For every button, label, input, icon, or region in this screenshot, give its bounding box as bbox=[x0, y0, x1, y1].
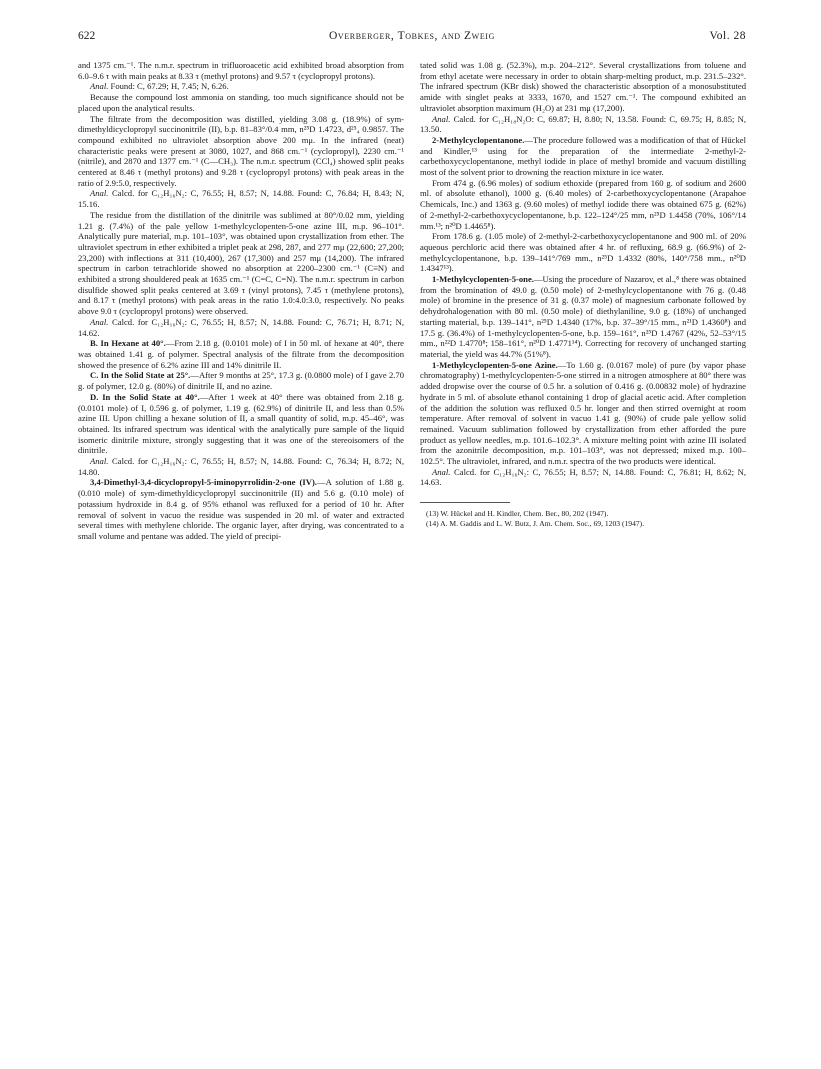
analysis-paragraph bbox=[78, 317, 404, 338]
section-paragraph bbox=[78, 338, 404, 370]
paragraph-text: Calcd. for C₁₂H₁₆N₂: C, 76.55; H, 8.57; N, 14.88. Found: C, 76.34; H, 8.72; N, 14.80. bbox=[78, 456, 404, 477]
paragraph-text: Found: C, 67.29; H, 7.45; N, 6.26. bbox=[108, 81, 229, 92]
page-number: 622 bbox=[78, 30, 96, 42]
analysis-paragraph bbox=[420, 467, 746, 488]
analysis-paragraph bbox=[78, 456, 404, 477]
paragraph-text: From 474 g. (6.96 moles) of sodium ethoxide (prepared from 160 g. of sodium and 2600 ml. of absolute ethanol), 1000 g. (6.40 moles) of 2-carbethoxycyclopentanone (Arapahoe Chemicals, Inc.) and 1363 g. (9.60 moles) of methyl iodide there was obtained 675 g. (62%) of 2-methyl-2-carbethoxycyclopentanone, b.p. 122–124°/25 mm, n²⁵D 1.4458 (70%, 106°/14 mm.¹³; n²⁰D 1.4465⁸). bbox=[420, 177, 746, 231]
section-paragraph bbox=[78, 477, 404, 541]
body-paragraph bbox=[78, 114, 404, 189]
analysis-paragraph bbox=[420, 114, 746, 135]
paragraph-text: —The procedure followed was a modification of that of Hückel and Kindler,¹³ using for the preparation of the intermediate 2-methyl-2-carbethoxycyclopentanone, methyl iodide in place of methyl bromide and vacuum distilling most of the solvent prior to drowning the reaction mixture in ice water. bbox=[420, 134, 746, 178]
body-paragraph bbox=[78, 92, 404, 113]
paragraph-text: —From 2.18 g. (0.0101 mole) of I in 50 ml. of hexane at 40°, there was obtained 1.41 g. of polymer. Spectral analysis of the filtrate from the decomposition showed the presence of 6.2% azine III and 14% dinitrile II. bbox=[78, 338, 404, 370]
paragraph-text: —Using the procedure of Nazarov, et al.,⁸ there was obtained from the bromination of 49.0 g. (0.50 mole) of 2-methylcyclopentanone with 76 g. (0.48 mole) of bromine in the presence of 31 g. (0.37 mole) of magnesium carbonate followed by dehydrohalogenation with 80 ml. (0.50 mole) of diethylaniline, 9.0 g. (18%) of unchanged starting material, b.p. 139–141°, n²⁵D 1.4340 (17%, b.p. 37–39°/15 mm., n²¹D 1.4360⁸) and 17.5 g. (36.4%) of 1-methylcyclopenten-5-one, b.p. 159–161°, n²⁵D 1.4767 (42%, 52–53°/15 mm., n²²D 1.4770⁸; 158–161°, n²⁰D 1.4771¹⁴). Correcting for recovery of unchanged starting material, the yield was 44.7% (51%⁸). bbox=[420, 274, 746, 359]
analysis-paragraph bbox=[78, 81, 404, 92]
section-heading: D. In the Solid State at 40°. bbox=[90, 391, 200, 402]
footnote: (14) A. M. Gaddis and L. W. Butz, J. Am. Chem. Soc., 69, 1203 (1947). bbox=[426, 518, 645, 528]
analysis-paragraph bbox=[78, 188, 404, 209]
section-paragraph bbox=[78, 370, 404, 391]
paragraph-text: From 178.6 g. (1.05 mole) of 2-methyl-2-carbethoxycyclopentanone and 900 ml. of 20% aqueous perchloric acid there was obtained after 4 hr. of refluxing, 68.9 g. (66.9%) of 2-methylcyclopentanone, b.p. 139–141°/769 mm., n²⁵D 1.4332 (80%, 140°/758 mm., n²⁰D 1.4347¹³). bbox=[420, 231, 746, 274]
body-paragraph bbox=[420, 178, 746, 232]
paragraph-text: The filtrate from the decomposition was distilled, yielding 3.08 g. (18.9%) of sym-dimethyldicyclopropyl succinonitrile (II), b.p. 81–83°/0.4 mm, n²⁵D 1.4723, d²⁵₄ 0.9857. The compound exhibited no ultraviolet absorption above 200 mμ. In the infrared (neat) characteristic peaks were present at 3080, 1027, and 868 cm.⁻¹ (cyclopropyl), 2230 cm.⁻¹ (nitrile), and 2870 and 1377 cm.⁻¹ (C—CH₃). The n.m.r. spectrum (CCl₄) showed split peaks centered at 8.46 τ (methyl protons) and 9.28 τ (cyclopropyl protons) with peak areas in the ratio of 2.9:5.0, respectively. bbox=[78, 113, 404, 188]
section-paragraph bbox=[78, 392, 404, 456]
volume-label: Vol. 28 bbox=[709, 30, 746, 42]
section-heading: 3,4-Dimethyl-3,4-dicyclopropyl-5-iminopyrrolidin-2-one (IV). bbox=[90, 477, 317, 488]
body-paragraph bbox=[420, 231, 746, 274]
body-paragraph bbox=[78, 60, 404, 81]
analysis-label: Anal. bbox=[90, 81, 109, 92]
body-paragraph bbox=[420, 60, 746, 114]
running-header bbox=[78, 30, 746, 46]
paragraph-text: Calcd. for C₁₂H₁₆N₂: C, 76.55; H, 8.57; N, 14.88. Found: C, 76.71; H, 8.71; N, 14.62. bbox=[78, 316, 404, 338]
paragraph-text: —A solution of 1.88 g. (0.010 mole) of sym-dimethyldicyclopropyl succinonitrile (II) and 5.6 g. (0.10 mole) of potassium hydroxide in 8.4 g. of 95% ethanol was refluxed for a period of 10 hr. After removal of solvent in vacuo the residue was suspended in 20 ml. of water and extracted several times with methylene chloride. The organic layer, after drying, was concentrated to a small volume and pentane was added. The yield of precipi- bbox=[78, 477, 404, 541]
section-paragraph bbox=[420, 360, 746, 467]
footnote-rule bbox=[420, 502, 510, 503]
analysis-label: Anal. bbox=[90, 188, 109, 199]
right-column bbox=[420, 60, 746, 528]
paragraph-text: Because the compound lost ammonia on standing, too much significance should not be placed upon the analytical results. bbox=[78, 92, 404, 113]
paragraph-text: tated solid was 1.08 g. (52.3%), m.p. 204–212°. Several crystallizations from toluene and from ethyl acetate were necessary in order to obtain sharp-melting product, m.p. 231.5–232°. The infrared spectrum (KBr disk) showed the characteristic absorption of a monosubstituted amide with singlet peaks at 3333, 1670, and 1527 cm.⁻¹. The compound exhibited an ultraviolet absorption maximum (H₂O) at 231 mμ (17,200). bbox=[420, 60, 746, 113]
analysis-label: Anal. bbox=[432, 113, 451, 124]
section-heading: B. In Hexane at 40°. bbox=[90, 338, 166, 349]
paragraph-text: and 1375 cm.⁻¹. The n.m.r. spectrum in trifluoroacetic acid exhibited broad absorption from 6.0–9.6 τ with main peaks at 8.33 τ (methyl protons) and 9.57 τ (cyclopropyl protons). bbox=[78, 60, 404, 81]
analysis-label: Anal. bbox=[432, 466, 451, 477]
footnote: (13) W. Hückel and H. Kindler, Chem. Ber., 80, 202 (1947). bbox=[426, 509, 609, 519]
paragraph-text: Calcd. for C₁₂H₁₆N₂: C, 76.55; H, 8.57; N, 14.88. Found: C, 76.84; H, 8.43; N, 15.16. bbox=[78, 188, 404, 210]
left-column bbox=[78, 60, 404, 542]
paragraph-text: —After 9 months at 25°, 17.3 g. (0.0800 mole) of I gave 2.70 g. of polymer, 12.0 g. (80%) of dinitrile II, and no azine. bbox=[78, 370, 404, 392]
paragraph-text: —After 1 week at 40° there was obtained from 2.18 g. (0.0101 mole) of I, 0.596 g. of polymer, 1.19 g. (62.9%) of dinitrile II, and less than 0.5% azine III. Upon chilling a hexane solution of II, a small quantity of solid, m.p. 45–46°, was obtained. Its infrared spectrum was identical with the analytically pure sample of the liquid isomeric dinitrile mixture, strongly suggesting that it was one of the stereoisomers of the dinitrile. bbox=[78, 391, 404, 456]
paragraph-text: —To 1.60 g. (0.0167 mole) of pure (by vapor phase chromatography) 1-methylcyclopenten-5-one stirred in a nitrogen atmosphere at 80° there was added dropwise over the course of 0.5 hr. a solution of 0.416 g. (0.00832 mole) of hydrazine hydrate in 5 ml. of absolute ethanol containing 1 drop of glacial acetic acid. After completion of the addition the solution was refluxed 0.5 hr. longer and then stirred overnight at room temperature. After removal of solvent in vacuo 1.41 g. (90%) of crude pale yellow solid remained. Vacuum sublimation followed by crystallization from ether afforded the pure product as yellow needles, m.p. 101.6–102.3°. A mixture melting point with azine III isolated from the azonitrile decomposition, m.p. 101–103°, was not depressed; mixed m.p. 100–102.5°. The ultraviolet, infrared, and n.m.r. spectra of the two products were identical. bbox=[420, 359, 746, 467]
paragraph-text: Calcd. for C₁₂H₁₆N₂: C, 76.55; H, 8.57; N, 14.88. Found: C, 76.81; H, 8.62; N, 14.63. bbox=[420, 466, 746, 488]
section-heading: 1-Methylcyclopenten-5-one Azine. bbox=[432, 359, 558, 370]
body-paragraph bbox=[78, 210, 404, 317]
paragraph-text: The residue from the distillation of the dinitrile was sublimed at 80°/0.02 mm, yielding 1.21 g. (7.4%) of the pale yellow 1-methylcyclopenten-5-one azine III, m.p. 96–101°. Analytically pure material, m.p. 101–103°, was obtained upon crystallization from ether. The ultraviolet spectrum in ether exhibited a triplet peak at 298, 287, and 277 mμ (22,600; 27,200; 23,200) with inflections at 311 (10,400), 267 (17,300) and 257 mμ (14,200). The infrared spectrum in carbon tetrachloride showed no absorption at 2200–2300 cm.⁻¹ (C≡N) and exhibited a strong shouldered peak at 1635 cm.⁻¹ (C=C, C=N). The n.m.r. spectrum in carbon disulfide showed split peaks centered at 3.69 τ (vinyl protons), 7.45 τ (methylene protons), and 8.17 τ (methyl protons) with peak areas in the ratio 1.0:4.0:3.0, respectively. No peaks above 9.0 τ (cyclopropyl protons) were observed. bbox=[78, 209, 404, 317]
analysis-label: Anal. bbox=[90, 456, 109, 467]
running-title-authors: Overberger, Tobkes, and Zweig bbox=[329, 30, 495, 42]
paragraph-text: Calcd. for C₁₂H₁₈N₂O: C, 69.87; H, 8.80; N, 13.58. Found: C, 69.75; H, 8.85; N, 13.50. bbox=[420, 113, 746, 135]
footnotes bbox=[420, 509, 746, 528]
section-paragraph bbox=[420, 274, 746, 360]
section-paragraph bbox=[420, 135, 746, 178]
section-heading: 1-Methylcyclopenten-5-one. bbox=[432, 274, 534, 285]
section-heading: C. In the Solid State at 25°. bbox=[90, 370, 191, 381]
analysis-label: Anal. bbox=[90, 316, 109, 327]
section-heading: 2-Methylcyclopentanone. bbox=[432, 134, 525, 145]
